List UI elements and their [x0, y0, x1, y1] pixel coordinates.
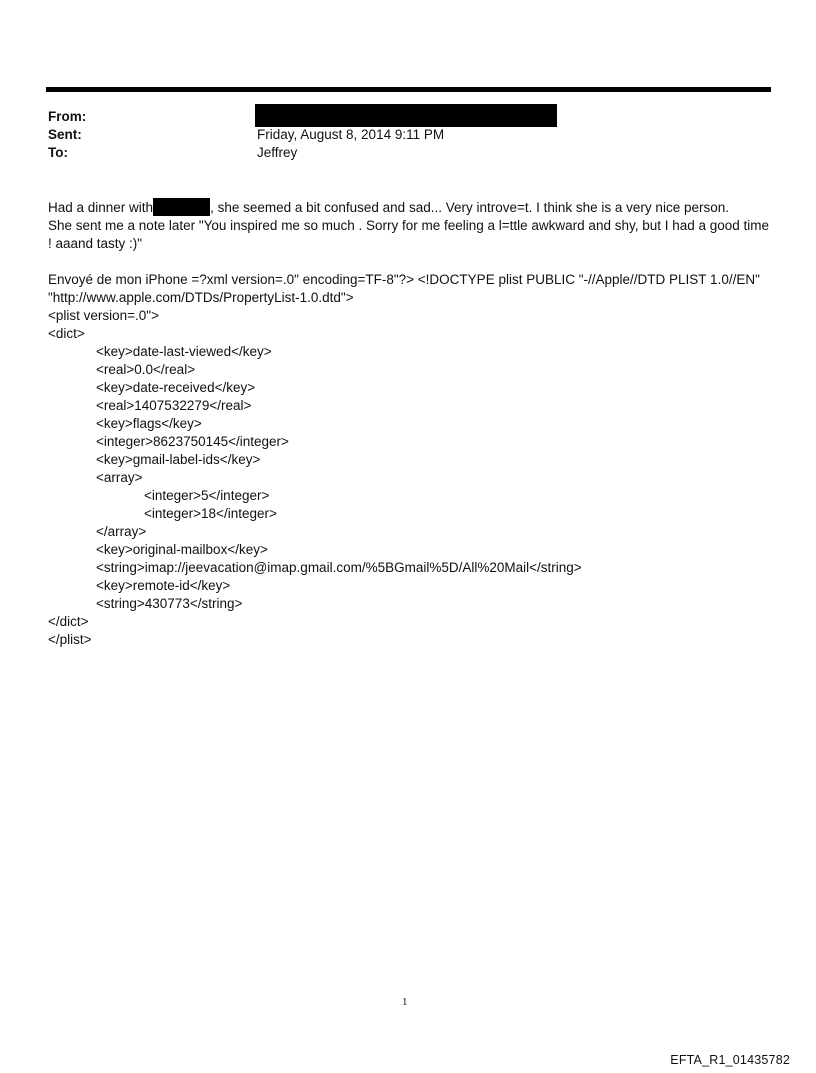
string-original-mailbox: <string>imap://jeevacation@imap.gmail.com/%5BGmail%5D/All%20Mail</string>: [96, 560, 582, 575]
header-rule: [46, 87, 771, 92]
to-value: Jeffrey: [257, 145, 298, 160]
key-remote-id: <key>remote-id</key>: [96, 578, 231, 593]
email-header: [48, 108, 768, 162]
sent-row: [48, 126, 768, 144]
key-date-last-viewed: <key>date-last-viewed</key>: [96, 344, 272, 359]
integer-label-5: <integer>5</integer>: [144, 488, 270, 503]
sent-label: Sent:: [48, 127, 82, 142]
page-number: 1: [402, 996, 408, 1008]
string-remote-id: <string>430773</string>: [96, 596, 243, 611]
from-row: [48, 108, 768, 126]
plist-close: </plist>: [48, 632, 92, 647]
body-line-1: [48, 198, 776, 217]
redaction-block-from: [255, 104, 557, 127]
sent-value: Friday, August 8, 2014 9:11 PM: [257, 127, 445, 142]
integer-flags: <integer>8623750145</integer>: [96, 434, 289, 449]
envoy-line-1: Envoyé de mon iPhone =?xml version=.0" encoding=TF-8"?> <!DOCTYPE plist PUBLIC "-//Apple//DTD PLIST 1.0//EN": [48, 272, 760, 287]
array-open: <array>: [96, 470, 143, 485]
dict-close: </dict>: [48, 614, 89, 629]
envoy-line-2: "http://www.apple.com/DTDs/PropertyList-1.0.dtd">: [48, 290, 354, 305]
to-label: To:: [48, 145, 68, 160]
to-row: [48, 144, 768, 162]
array-close: </array>: [96, 524, 147, 539]
key-original-mailbox: <key>original-mailbox</key>: [96, 542, 268, 557]
from-label: From:: [48, 109, 87, 124]
redaction-block-name: [153, 198, 210, 216]
plist-open: <plist version=.0">: [48, 308, 159, 323]
document-id: EFTA_R1_01435782: [670, 1053, 790, 1067]
email-body: [48, 198, 776, 649]
body-text-before-redaction: Had a dinner with: [48, 200, 154, 215]
real-date-last-viewed: <real>0.0</real>: [96, 362, 196, 377]
dict-open: <dict>: [48, 326, 85, 341]
key-date-received: <key>date-received</key>: [96, 380, 256, 395]
key-gmail-label-ids: <key>gmail-label-ids</key>: [96, 452, 261, 467]
paragraph-gap: [48, 253, 776, 271]
key-flags: <key>flags</key>: [96, 416, 202, 431]
real-date-received: <real>1407532279</real>: [96, 398, 252, 413]
body-text-after-redaction: , she seemed a bit confused and sad... Very introve=t. I think she is a very nice person.: [210, 200, 729, 215]
body-line-2: She sent me a note later "You inspired me so much . Sorry for me feeling a l=ttle awkward and shy, but I had a good time ! aaand tasty :)": [48, 218, 770, 251]
integer-label-18: <integer>18</integer>: [144, 506, 277, 521]
